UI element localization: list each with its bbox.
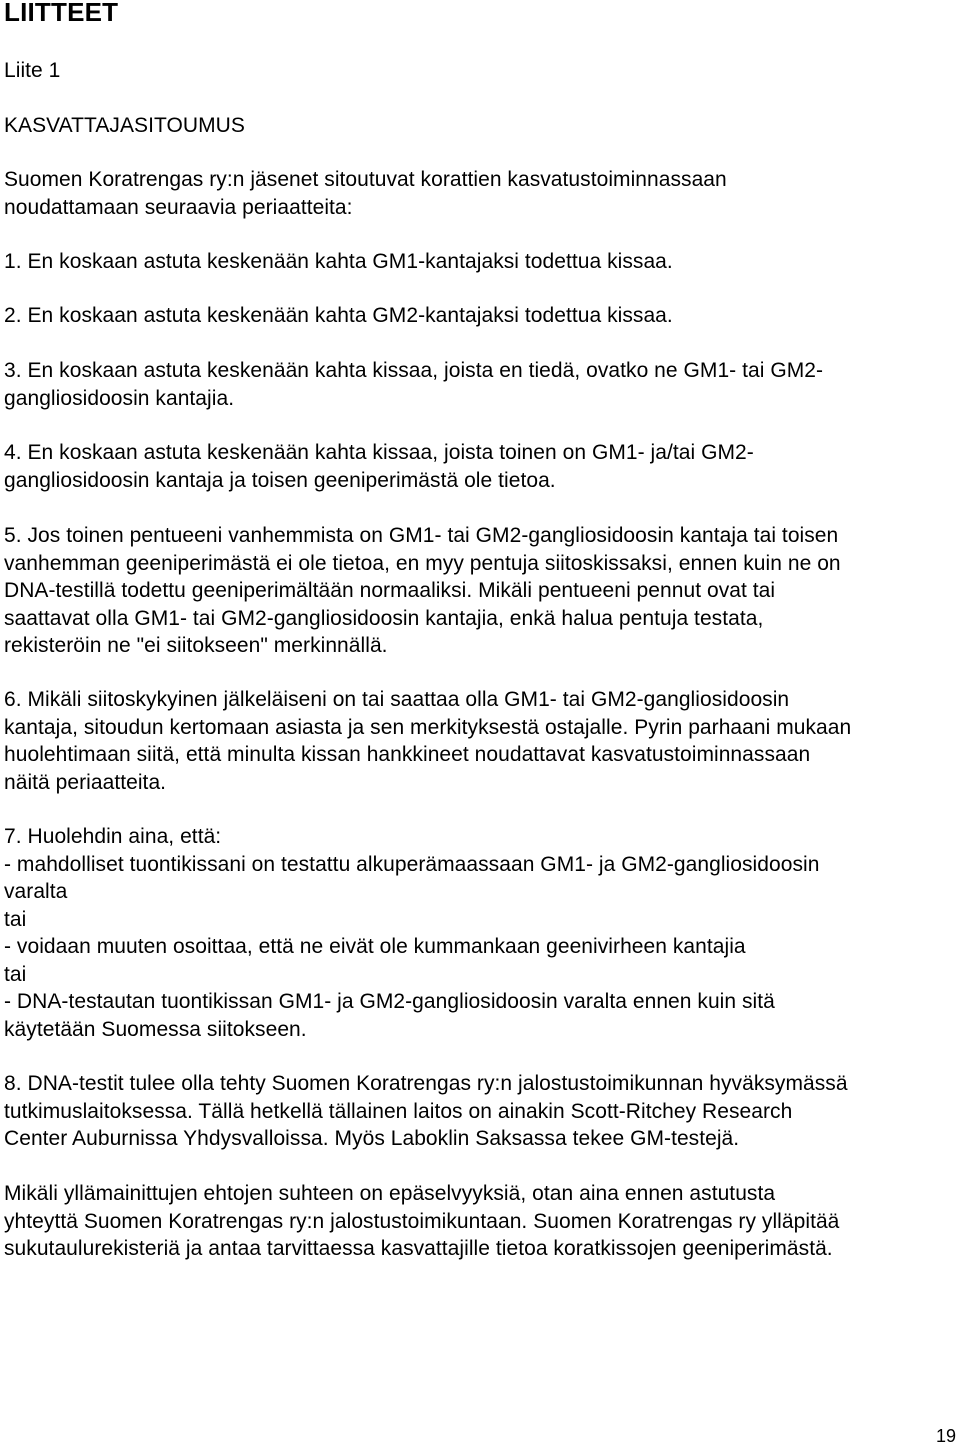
item-line: - voidaan muuten osoittaa, että ne eivät ole kummankaan geenivirheen kantajia [4, 935, 746, 958]
page-number: 19 [935, 1426, 956, 1446]
item-line: 5. Jos toinen pentueeni vanhemmista on GM1- tai GM2-gangliosidoosin kantaja tai toisen [4, 524, 839, 547]
item-7 [4, 823, 819, 1043]
appendix-label: Liite 1 [4, 59, 61, 82]
item-1 [4, 248, 673, 276]
item-4 [4, 439, 754, 494]
item-line: käytetään Suomessa siitokseen. [4, 1017, 307, 1041]
item-line: 2. En koskaan astuta keskenään kahta GM2-kantajaksi todettua kissaa. [4, 304, 673, 327]
intro-line: noudattamaan seuraavia periaatteita: [4, 195, 353, 219]
item-line: DNA-testillä todettu geeniperimältään normaaliksi. Mikäli pentueeni pennut ovat tai [4, 579, 776, 602]
item-line: saattavat olla GM1- tai GM2-gangliosidoosin kantajia, enkä halua pentuja testata, [4, 606, 764, 630]
item-line: 7. Huolehdin aina, että: [4, 825, 222, 848]
item-line: - mahdolliset tuontikissani on testattu alkuperämaassaan GM1- ja GM2-gangliosidoosin [4, 852, 820, 876]
item-line: 8. DNA-testit tulee olla tehty Suomen Koratrengas ry:n jalostustoimikunnan hyväksymässä [4, 1072, 848, 1095]
item-line: gangliosidoosin kantajia. [4, 386, 235, 410]
item-line: näitä periaatteita. [4, 770, 167, 794]
item-line: 4. En koskaan astuta keskenään kahta kissaa, joista toinen on GM1- ja/tai GM2- [4, 441, 754, 464]
item-line: tai [4, 907, 27, 931]
item-6 [4, 686, 851, 796]
item-line: vanhemman geeniperimästä ei ole tietoa, en myy pentuja siitoskissaksi, ennen kuin ne on [4, 551, 841, 575]
item-line: 1. En koskaan astuta keskenään kahta GM1-kantajaksi todettua kissaa. [4, 250, 673, 273]
item-line: - DNA-testautan tuontikissan GM1- ja GM2-gangliosidoosin varalta ennen kuin sitä [4, 990, 775, 1013]
item-8 [4, 1070, 848, 1153]
closing-line: Mikäli yllämainittujen ehtojen suhteen on epäselvyyksiä, otan aina ennen astutusta [4, 1182, 776, 1205]
item-line: varalta [4, 880, 68, 903]
intro-paragraph [4, 166, 727, 221]
item-line: kantaja, sitoudun kertomaan asiasta ja sen merkityksestä ostajalle. Pyrin parhaani mukaan [4, 715, 852, 739]
closing-line: sukutaulurekisteriä ja antaa tarvittaessa kasvattajille tietoa koratkissojen geeniperimästä. [4, 1237, 833, 1260]
item-line: 3. En koskaan astuta keskenään kahta kissaa, joista en tiedä, ovatko ne GM1- tai GM2- [4, 359, 824, 382]
item-line: tutkimuslaitoksessa. Tällä hetkellä tällainen laitos on ainakin Scott-Ritchey Research [4, 1099, 793, 1123]
item-line: huolehtimaan siitä, että minulta kissan hankkineet noudattavat kasvatustoiminnassaan [4, 743, 811, 766]
item-line: tai [4, 962, 27, 986]
item-5 [4, 522, 841, 660]
item-line: Center Auburnissa Yhdysvalloissa. Myös Laboklin Saksassa tekee GM-testejä. [4, 1127, 740, 1150]
page-heading: LIITTEET [4, 0, 119, 27]
intro-line: Suomen Koratrengas ry:n jäsenet sitoutuvat korattien kasvatustoiminnassaan [4, 168, 727, 191]
closing-line: yhteyttä Suomen Koratrengas ry:n jalostustoimikuntaan. Suomen Koratrengas ry ylläpitää [4, 1209, 840, 1233]
item-line: 6. Mikäli siitoskykyinen jälkeläiseni on tai saattaa olla GM1- tai GM2-gangliosidoosin [4, 688, 790, 711]
item-2 [4, 302, 673, 330]
item-line: rekisteröin ne "ei siitokseen" merkinnällä. [4, 634, 388, 657]
document-title: KASVATTAJASITOUMUS [4, 114, 245, 137]
item-line: gangliosidoosin kantaja ja toisen geeniperimästä ole tietoa. [4, 468, 556, 492]
item-3 [4, 357, 823, 412]
closing-paragraph [4, 1180, 839, 1263]
